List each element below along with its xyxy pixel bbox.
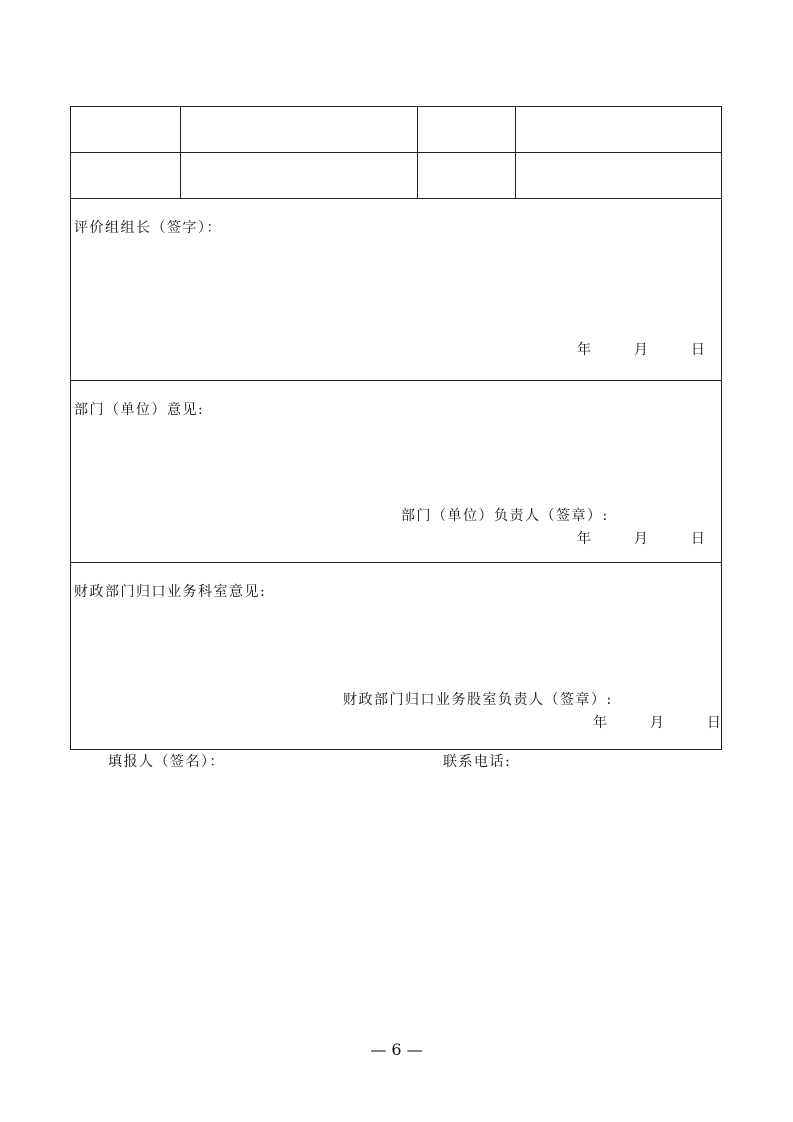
table-row [71, 153, 721, 199]
date-day: 日 [706, 715, 721, 731]
evaluation-leader-label: 评价组组长（签字）： [74, 220, 222, 236]
blank-cell [516, 107, 721, 152]
date-month: 月 [649, 715, 664, 731]
department-opinion-section [71, 381, 721, 563]
department-opinion-label: 部门（单位）意见: [74, 402, 205, 418]
blank-cell [418, 153, 516, 198]
blank-cell [181, 153, 418, 198]
evaluation-form-table [70, 106, 722, 750]
blank-cell [71, 153, 181, 198]
evaluation-date [577, 339, 705, 359]
table-row [71, 107, 721, 153]
blank-cell [418, 107, 516, 152]
page-number: — 6 — [370, 1040, 423, 1059]
finance-responsible-label: 财政部门归口业务股室负责人（签章）: [343, 692, 613, 708]
blank-cell [181, 107, 418, 152]
finance-opinion-section [71, 563, 721, 749]
blank-cell [71, 107, 181, 152]
contact-phone-label: 联系电话: [443, 754, 512, 770]
date-year: 年 [577, 531, 591, 547]
finance-opinion-label: 财政部门归口业务科室意见: [74, 584, 267, 600]
date-day: 日 [690, 342, 705, 358]
evaluation-leader-section [71, 199, 721, 381]
date-year: 年 [577, 342, 591, 358]
date-month: 月 [633, 531, 648, 547]
department-date [577, 528, 705, 548]
blank-cell [516, 153, 721, 198]
finance-date [593, 712, 721, 732]
filler-signature-label: 填报人（签名）： [108, 754, 225, 770]
date-day: 日 [690, 531, 705, 547]
date-year: 年 [593, 715, 607, 731]
date-month: 月 [633, 342, 648, 358]
department-responsible-label: 部门（单位）负责人（签章）: [401, 508, 609, 524]
